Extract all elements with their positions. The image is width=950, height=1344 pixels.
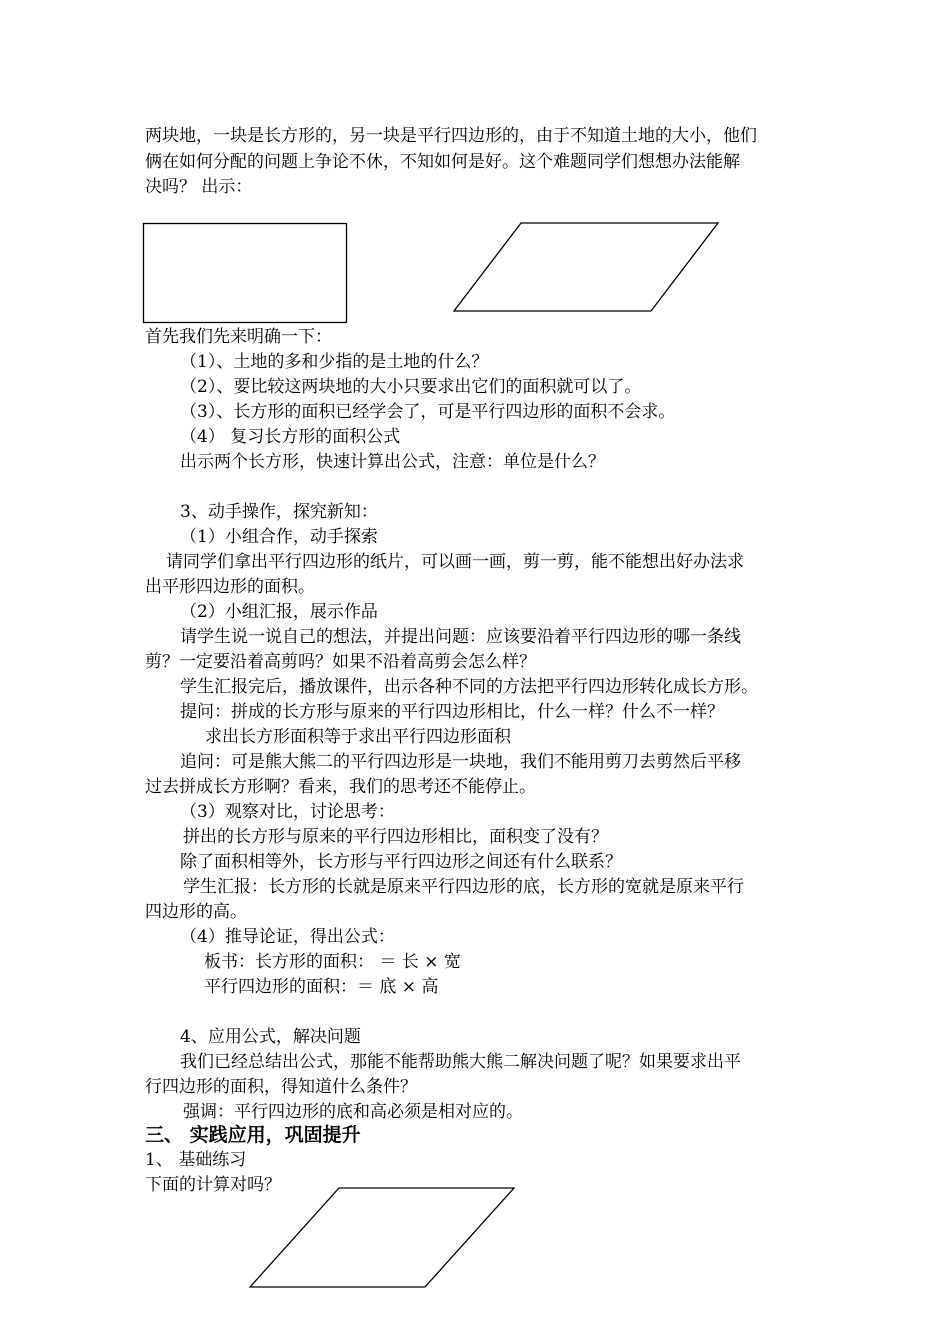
question-line: 提问：拼成的长方形与原来的平行四边形相比，什么一样？什么不一样？ — [180, 702, 724, 722]
show-rectangles-line: 出示两个长方形，快速计算出公式，注意：单位是什么？ — [180, 452, 605, 472]
step-1-title: （1）小组合作，动手探索 — [180, 527, 378, 547]
step-2-title: （2）小组汇报，展示作品 — [180, 602, 378, 622]
step-2-text-3: 学生汇报完后，播放课件，出示各种不同的方法把平行四边形转化成长方形。 — [180, 677, 758, 697]
section-4-title: 4、应用公式，解决问题 — [180, 1027, 361, 1047]
step-1-text-2: 出平形四边形的面积。 — [145, 577, 315, 597]
section-4-text-2: 行四边形的面积，得知道什么条件？ — [145, 1077, 417, 1097]
step-4-title: （4）推导论证，得出公式： — [180, 927, 395, 947]
step-3-title: （3）观察对比，讨论思考： — [180, 802, 395, 822]
practice-parallelogram-figure — [246, 1185, 518, 1291]
section-4-text-1: 我们已经总结出公式，那能不能帮助熊大熊二解决问题了呢？如果要求出平 — [180, 1052, 741, 1072]
board-formula-parallelogram: 平行四边形的面积：＝ 底 × 高 — [204, 977, 439, 997]
step-3-text-2: 除了面积相等外，长方形与平行四边形之间还有什么联系？ — [180, 852, 622, 872]
board-formula-rectangle: 板书：长方形的面积： ＝ 长 × 宽 — [204, 952, 461, 972]
follow-up-line-1: 追问：可是熊大熊二的平行四边形是一块地，我们不能用剪刀去剪然后平移 — [180, 752, 741, 772]
intro-line-1: 两块地，一块是长方形的，另一块是平行四边形的，由于不知道土地的大小，他们 — [145, 126, 757, 146]
practice-question: 下面的计算对吗？ — [145, 1175, 281, 1195]
step-2-text-1: 请学生说一说自己的想法，并提出问题：应该要沿着平行四边形的哪一条线 — [180, 627, 741, 647]
point-3: （3）、长方形的面积已经学会了，可是平行四边形的面积不会求。 — [180, 402, 676, 422]
section-heading-practice: 三、 实践应用，巩固提升 — [145, 1124, 361, 1146]
clarify-heading: 首先我们先来明确一下： — [145, 327, 332, 347]
basic-practice-title: 1、 基础练习 — [145, 1150, 247, 1170]
intro-line-2: 俩在如何分配的问题上争论不休，不知如何是好。这个难题同学们想想办法能解 — [145, 152, 740, 172]
area-equal-line: 求出长方形面积等于求出平行四边形面积 — [205, 727, 511, 747]
point-2: （2）、要比较这两块地的大小只要求出它们的面积就可以了。 — [180, 377, 642, 397]
point-1: （1）、土地的多和少指的是土地的什么？ — [180, 352, 489, 372]
emphasis-line: 强调：平行四边形的底和高必须是相对应的。 — [183, 1102, 523, 1122]
step-3-text-1: 拼出的长方形与原来的平行四边形相比，面积变了没有？ — [183, 827, 608, 847]
section-3-title: 3、动手操作，探究新知： — [180, 502, 378, 522]
step-2-text-2: 剪？一定要沿着高剪吗？如果不沿着高剪会怎么样？ — [145, 652, 536, 672]
follow-up-line-2: 过去拼成长方形啊？看来，我们的思考还不能停止。 — [145, 777, 536, 797]
step-3-text-4: 四边形的高。 — [145, 902, 247, 922]
parallelogram-figure — [450, 220, 722, 315]
step-3-text-3: 学生汇报：长方形的长就是原来平行四边形的底，长方形的宽就是原来平行 — [183, 877, 744, 897]
step-1-text-1: 请同学们拿出平行四边形的纸片，可以画一画，剪一剪，能不能想出好办法求 — [166, 552, 744, 572]
rectangle-figure — [142, 222, 350, 326]
point-4: （4） 复习长方形的面积公式 — [180, 427, 401, 447]
intro-line-3: 决吗？ 出示： — [145, 177, 253, 197]
